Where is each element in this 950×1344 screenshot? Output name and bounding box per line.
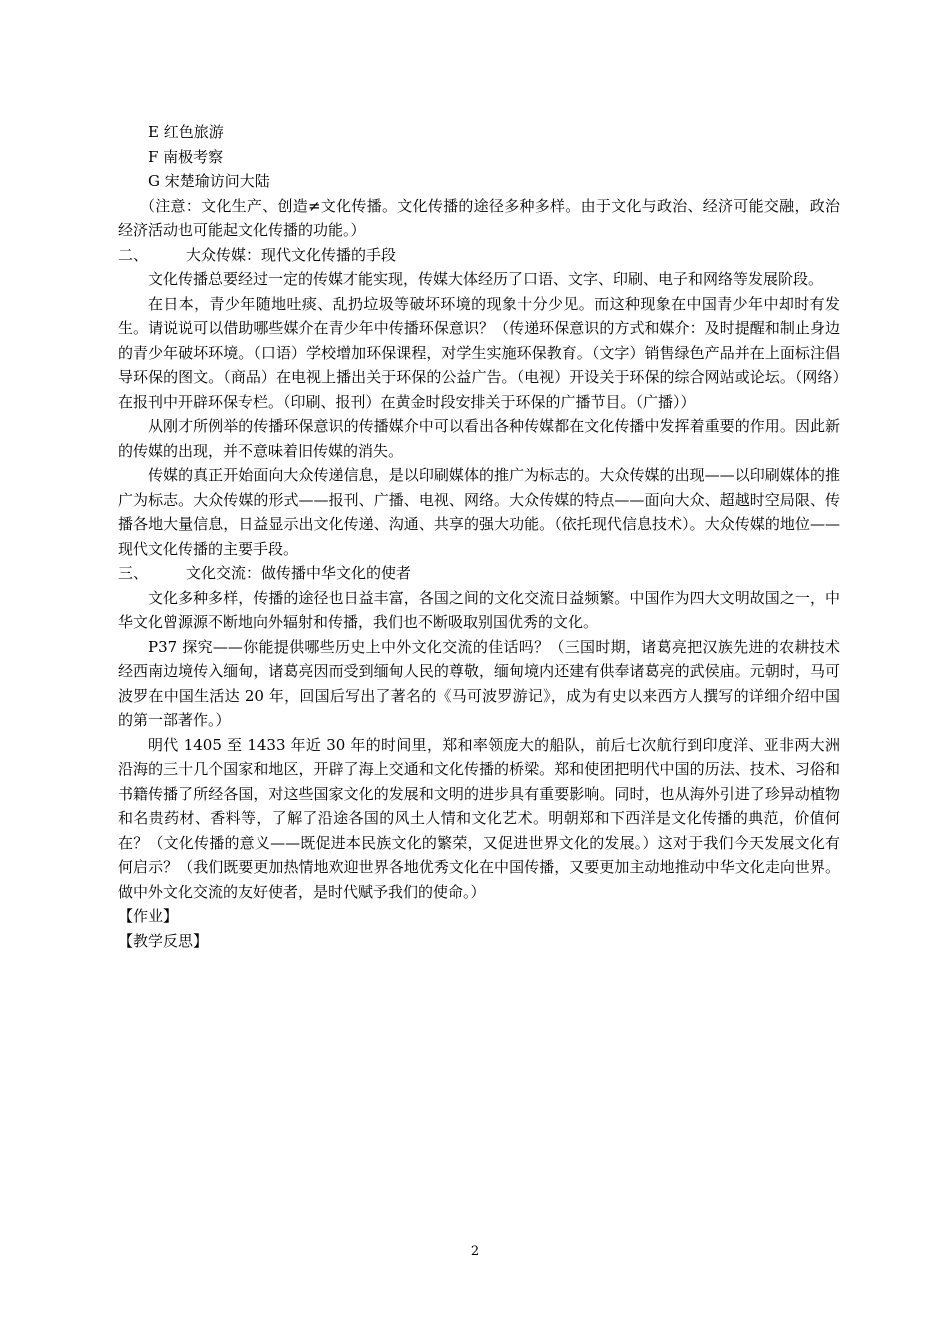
note-paragraph: （注意：文化生产、创造≠文化传播。文化传播的途径多种多样。由于文化与政治、经济可能交融，政治经济活动也可能起文化传播的功能。） xyxy=(118,196,840,239)
section-2-heading xyxy=(118,243,840,268)
section-2-paragraph: 在日本，青少年随地吐痰、乱扔垃圾等破坏环境的现象十分少见。而这种现象在中国青少年中却时有发生。请说说可以借助哪些媒介在青少年中传播环保意识？（传递环保意识的方式和媒介：及时提醒和制止身边的青少年破坏环境。（口语）学校增加环保课程，对学生实施环保教育。（文字）销售绿色产品并在上面标注倡导环保的图文。（商品）在电视上播出关于环保的公益广告。（电视）开设关于环保的综合网站或论坛。（网络）在报刊中开辟环保专栏。（印刷、报刊）在黄金时段安排关于环保的广播节目。（广播）） xyxy=(118,294,840,411)
section-3-number: 三、 xyxy=(118,564,149,582)
list-item-e: E 红色旅游 xyxy=(148,123,224,141)
document-body xyxy=(118,120,840,953)
section-3-paragraph: 文化多种多样，传播的途径也日益丰富，各国之间的文化交流日益频繁。中国作为四大文明故国之一，中华文化曾源源不断地向外辐射和传播，我们也不断吸取别国优秀的文化。 xyxy=(118,588,840,631)
homework-label: 【作业】 xyxy=(118,907,179,925)
section-3-title: 文化交流：做传播中华文化的使者 xyxy=(186,564,412,582)
section-3-paragraph: P37 探究——你能提供哪些历史上中外文化交流的佳话吗？（三国时期，诸葛亮把汉族先进的农耕技术经西南边境传入缅甸，诸葛亮因而受到缅甸人民的尊敬，缅甸境内还建有供奉诸葛亮的武侯庙。元朝时，马可波罗在中国生活达 20 年，回国后写出了著名的《马可波罗游记》，成为有史以来西方人撰写的详细介绍中国的第一部著作。） xyxy=(118,637,840,729)
section-3-paragraph: 明代 1405 至 1433 年近 30 年的时间里，郑和率领庞大的船队，前后七次航行到印度洋、亚非两大洲沿海的三十几个国家和地区，开辟了海上交通和文化传播的桥梁。郑和使团把明代中国的历法、技术、习俗和书籍传播了所经各国，对这些国家文化的发展和文明的进步具有重要影响。同时，也从海外引进了珍异动植物和名贵药材、香料等，了解了沿途各国的风土人情和文化艺术。明朝郑和下西洋是文化传播的典范，价值何在？（文化传播的意义——既促进本民族文化的繁荣，又促进世界文化的发展。）这对于我们今天发展文化有何启示？（我们既要更加热情地欢迎世界各地优秀文化在中国传播，又要更加主动地推动中华文化走向世界。做中外文化交流的友好使者，是时代赋予我们的使命。） xyxy=(118,735,840,901)
page-number: 2 xyxy=(470,1244,480,1259)
list-item-g: G 宋楚瑜访问大陆 xyxy=(148,172,270,190)
section-3-heading xyxy=(118,561,840,586)
section-2-title: 大众传媒：现代文化传播的手段 xyxy=(186,245,397,264)
reflection-label: 【教学反思】 xyxy=(118,931,209,950)
list-item-f: F 南极考察 xyxy=(148,147,224,166)
section-2-paragraph: 传媒的真正开始面向大众传递信息，是以印刷媒体的推广为标志的。大众传媒的出现——以印刷媒体的推广为标志。大众传媒的形式——报刊、广播、电视、网络。大众传媒的特点——面向大众、超越时空局限、传播各地大量信息，日益显示出文化传递、沟通、共享的强大功能。（依托现代信息技术）。大众传媒的地位——现代文化传播的主要手段。 xyxy=(118,466,840,558)
section-2-paragraph: 文化传播总要经过一定的传媒才能实现，传媒大体经历了口语、文字、印刷、电子和网络等发展阶段。 xyxy=(148,270,824,288)
section-2-paragraph: 从刚才所例举的传播环保意识的传播媒介中可以看出各种传媒都在文化传播中发挥着重要的作用。因此新的传媒的出现，并不意味着旧传媒的消失。 xyxy=(118,417,840,460)
section-2-number: 二、 xyxy=(118,245,149,264)
